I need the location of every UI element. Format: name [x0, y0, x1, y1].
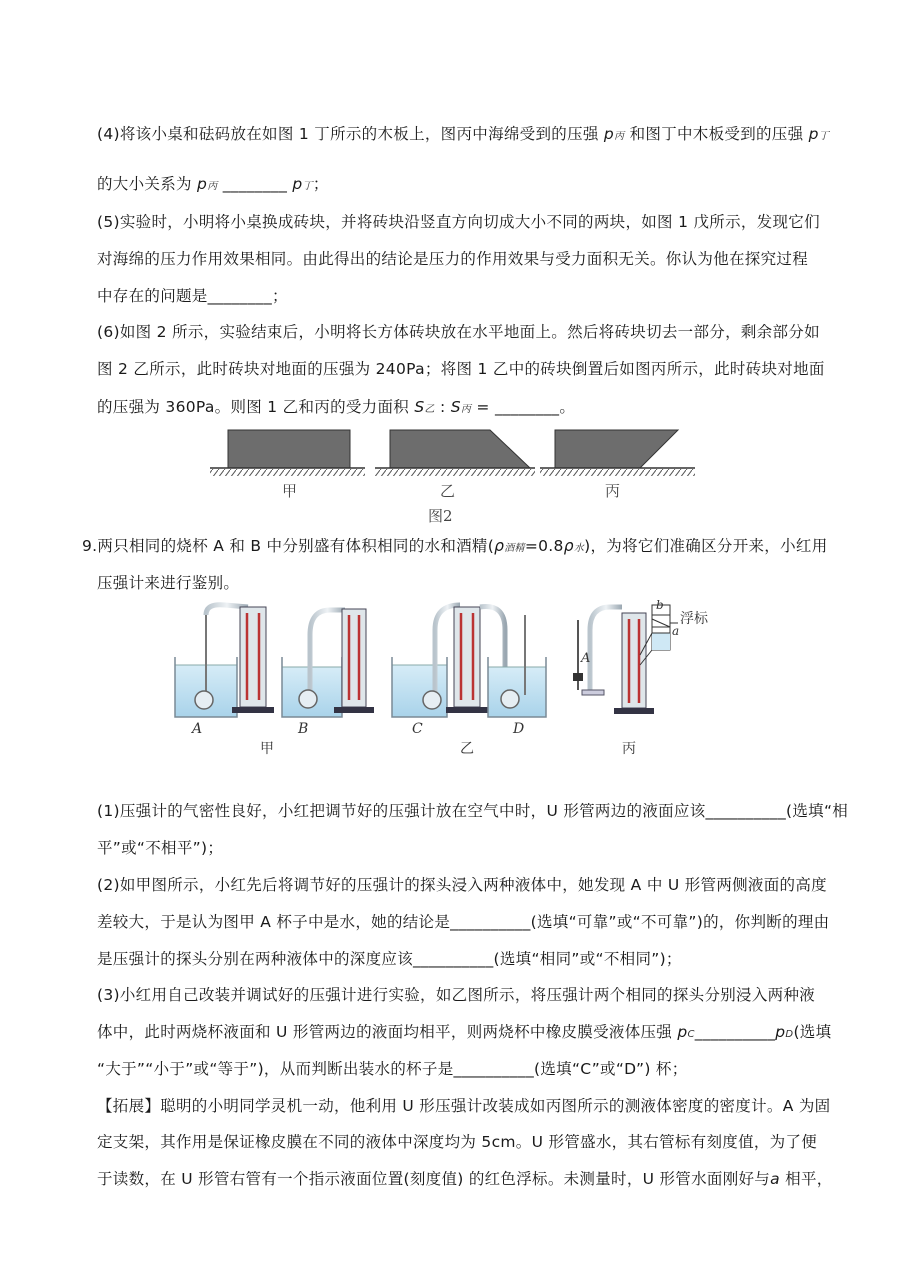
q9-part3-line1: (3)小红用自己改装并调试好的压强计进行实验，如乙图所示，将压强计两个相同的探头分别浸入两种液: [97, 986, 816, 1004]
beaker-D: [488, 615, 546, 717]
beaker-label-D: D: [513, 721, 525, 737]
pressure-symbol: p: [603, 125, 615, 143]
q9-extension-line3: 于读数，在 U 形管右管有一个指示液面位置(刻度值) 的红色浮标。未测量时，U 形管水面刚好与a 相平，: [97, 1170, 833, 1188]
beaker-A: [175, 615, 237, 717]
beaker-label-B: B: [298, 721, 309, 737]
fig2-label-bing: 丙: [605, 482, 621, 500]
brick-bing: [540, 430, 695, 476]
q9-part1-line2: 平”或“不相平”)；: [97, 839, 224, 857]
figure-pressure-gauges: [170, 595, 750, 760]
q9-part2-line2: 差较大，于是认为图甲 A 杯子中是水，她的结论是__________(选填“可靠”或“不可靠”)的，你判断的理由: [97, 913, 830, 931]
brick-jia: [210, 430, 365, 476]
float-label: 浮标: [680, 611, 708, 627]
fig2-label-yi: 乙: [440, 482, 456, 500]
q8-part6-line3: 的压强为 360Pa。则图 1 乙和丙的受力面积 S乙 : S丙 = ________。: [97, 398, 576, 416]
q9-extension-line2: 定支架，其作用是保证橡皮膜在不同的液体中深度均为 5cm。U 形管盛水，其右管标有刻度值，为了便: [97, 1133, 818, 1151]
q9-part3-line3: “大于”“小于”或“等于”)，从而判断出装水的杯子是__________(选填“C”或“D”) 杯；: [97, 1060, 688, 1078]
pressure-symbol: p: [808, 125, 819, 143]
beaker-label-A: A: [192, 721, 203, 737]
answer-blank: __________: [694, 1023, 776, 1041]
beaker-label-C: C: [412, 721, 423, 737]
q9-extension-line1: 【拓展】聪明的小明同学灵机一动，他利用 U 形压强计改装成如丙图所示的测液体密度的密度计。A 为固: [97, 1097, 831, 1115]
fig2-label-jia: 甲: [282, 482, 298, 500]
q8-part5-line2: 对海绵的压力作用效果相同。由此得出的结论是压力的作用效果与受力面积无关。你认为他在探究过程: [97, 250, 809, 268]
q8-part5-line1: (5)实验时，小明将小桌换成砖块，并将砖块沿竖直方向切成大小不同的两块，如图 1 戊所示，发现它们: [97, 213, 820, 231]
q8-part5-line3: 中存在的问题是________；: [97, 287, 288, 305]
fig2-caption: 图2: [428, 507, 453, 525]
panel-label-bing: 丙: [622, 741, 636, 757]
q8-part6-line1: (6)如图 2 所示，实验结束后，小明将长方体砖块放在水平地面上。然后将砖块切去一部分，剩余部分如: [97, 323, 820, 341]
scale-label-a: a: [672, 624, 680, 638]
stand-label-A: A: [581, 651, 591, 666]
panel-label-yi: 乙: [460, 741, 474, 757]
q9-part2-line1: (2)如甲图所示，小红先后将调节好的压强计的探头浸入两种液体中，她发现 A 中 U 形管两侧液面的高度: [97, 876, 827, 894]
beaker-C: [392, 605, 460, 717]
q9-part2-line3: 是压强计的探头分别在两种液体中的深度应该__________(选填“相同”或“不相同”)；: [97, 950, 682, 968]
scale-label-b: b: [656, 598, 664, 612]
q8-part6-line2: 图 2 乙所示，此时砖块对地面的压强为 240Pa；将图 1 乙中的砖块倒置后如图丙所示，此时砖块对地面: [97, 360, 825, 378]
brick-yi: [375, 430, 535, 476]
q8-part4-line1: (4)将该小桌和砝码放在如图 1 丁所示的木板上，图丙中海绵受到的压强 p丙 和图丁中木板受到的压强 p丁: [97, 125, 830, 143]
q9-part1-line1: (1)压强计的气密性良好，小红把调节好的压强计放在空气中时，U 形管两边的液面应该__________(选填“相: [97, 802, 849, 820]
q9-line2: 压强计来进行鉴别。: [97, 574, 240, 592]
q8-part4-line2: 的大小关系为 p丙 ________ p丁；: [97, 175, 329, 193]
q9-part3-line2: 体中，此时两烧杯液面和 U 形管两边的液面均相平，则两烧杯中橡皮膜受液体压强 pC__________pD(选填: [97, 1023, 832, 1041]
beaker-B: [282, 610, 345, 717]
q9-line1: 9.两只相同的烧杯 A 和 B 中分别盛有体积相同的水和酒精(ρ酒精=0.8ρ水)，为将它们准确区分开来，小红用: [82, 537, 828, 555]
panel-label-jia: 甲: [260, 741, 274, 757]
figure-2-bricks: [200, 422, 700, 527]
answer-blank: ________: [222, 175, 288, 193]
